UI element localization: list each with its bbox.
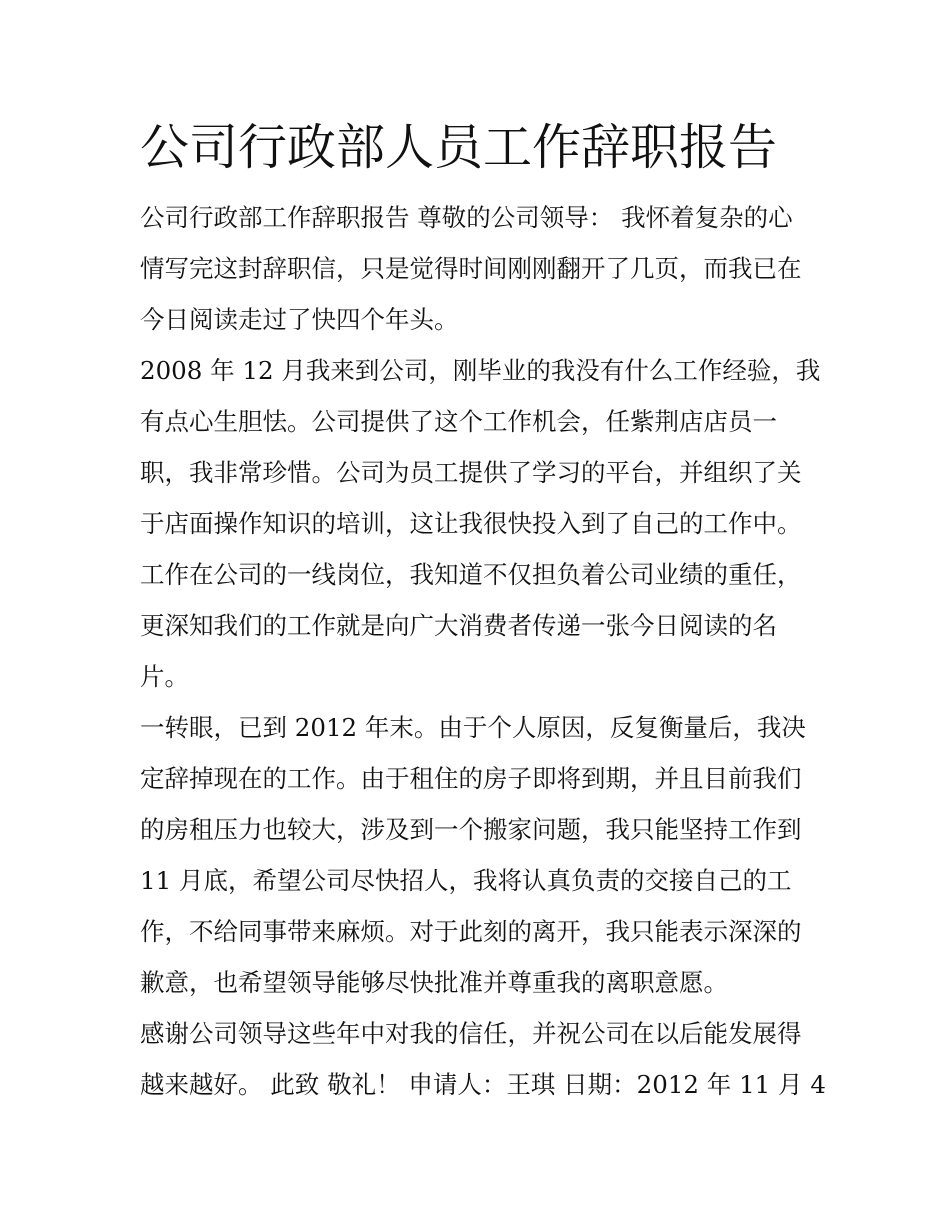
- text-line: 更深知我们的工作就是向广大消费者传递一张今日阅读的名: [140, 611, 777, 640]
- paragraph-greeting: [140, 192, 812, 345]
- text-line: 感谢公司领导这些年中对我的信任，并祝公司在以后能发展得: [140, 1019, 802, 1048]
- text-line: 工作在公司的一线岗位，我知道不仅担负着公司业绩的重任，: [140, 560, 802, 589]
- text-line: 越来越好。 此致 敬礼！ 申请人：王琪 日期：2012 年 11 月 4: [140, 1070, 826, 1099]
- text-line: 片。: [140, 662, 189, 691]
- text-line: 于店面操作知识的培训，这让我很快投入到了自己的工作中。: [140, 509, 802, 538]
- text-line: 11 月底，希望公司尽快招人，我将认真负责的交接自己的工: [140, 866, 792, 895]
- text-line: 公司行政部工作辞职报告 尊敬的公司领导： 我怀着复杂的心: [140, 203, 793, 232]
- document-page: [140, 118, 826, 1110]
- paragraph-closing: [140, 1008, 826, 1110]
- paragraph-reason: [140, 702, 812, 1008]
- paragraph-background: [140, 345, 821, 702]
- text-line: 定辞掉现在的工作。由于租住的房子即将到期，并且目前我们: [140, 764, 802, 793]
- text-line: 今日阅读走过了快四个年头。: [140, 305, 459, 334]
- text-line: 一转眼，已到 2012 年末。由于个人原因，反复衡量后，我决: [140, 713, 806, 742]
- text-line: 作，不给同事带来麻烦。对于此刻的离开，我只能表示深深的: [140, 917, 802, 946]
- text-line: 有点心生胆怯。公司提供了这个工作机会，任紫荆店店员一: [140, 407, 777, 436]
- text-line: 2008 年 12 月我来到公司，刚毕业的我没有什么工作经验，我: [140, 356, 821, 385]
- document-body: [140, 192, 826, 1110]
- text-line: 职，我非常珍惜。公司为员工提供了学习的平台，并组织了关: [140, 458, 802, 487]
- text-line: 的房租压力也较大，涉及到一个搬家问题，我只能坚持工作到: [140, 815, 802, 844]
- document-title: 公司行政部人员工作辞职报告: [140, 119, 778, 176]
- text-line: 歉意，也希望领导能够尽快批准并尊重我的离职意愿。: [140, 968, 728, 997]
- text-line: 情写完这封辞职信，只是觉得时间刚刚翻开了几页，而我已在: [140, 254, 802, 283]
